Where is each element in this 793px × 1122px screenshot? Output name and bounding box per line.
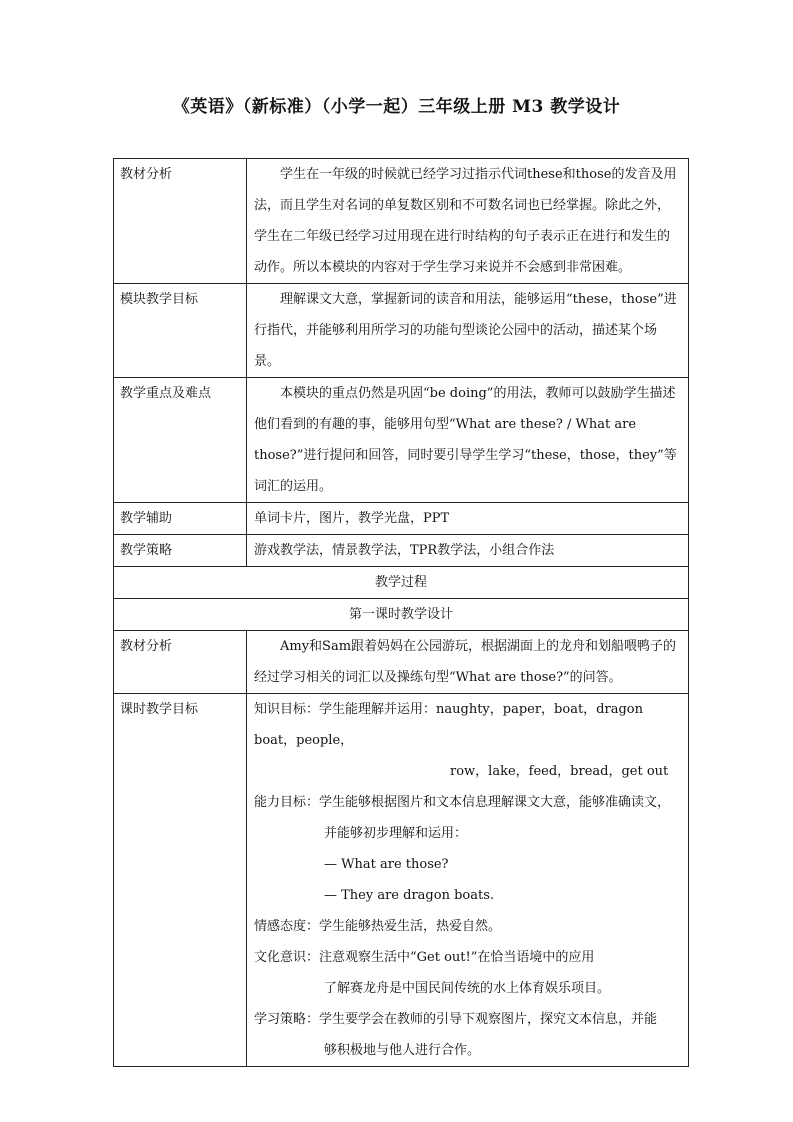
table-row bbox=[114, 631, 689, 694]
row-label: 课时教学目标 bbox=[114, 694, 247, 1067]
knowledge-goal: 知识目标：学生能理解并运用：naughty，paper，boat，dragon boat，people， bbox=[254, 702, 643, 748]
row-label: 教学重点及难点 bbox=[114, 378, 247, 503]
culture-goal: 文化意识：注意观察生活中“Get out!”在恰当语境中的应用 bbox=[254, 950, 595, 965]
row-content: 单词卡片，图片，教学光盘，PPT bbox=[247, 503, 689, 535]
row-content: 本模块的重点仍然是巩固“be doing”的用法，教师可以鼓励学生描述他们看到的有趣的事，能够用句型“What are these? / What are those?”进行提问和回答，同时要引导学生学习“these，those，they”等词汇的运用。 bbox=[247, 378, 689, 503]
row-content: 游戏教学法，情景教学法，TPR教学法，小组合作法 bbox=[247, 535, 689, 567]
learning-strategy-cont: 够积极地与他人进行合作。 bbox=[324, 1043, 481, 1058]
row-label: 教材分析 bbox=[114, 631, 247, 694]
ability-goal: 能力目标：学生能够根据图片和文本信息理解课文大意，能够准确读文， bbox=[254, 795, 671, 810]
row-content: 理解课文大意，掌握新词的读音和用法，能够运用“these，those”进行指代，并能够利用所学习的功能句型谈论公园中的活动，描述某个场景。 bbox=[247, 284, 689, 378]
row-content: Amy和Sam跟着妈妈在公园游玩，根据湖面上的龙舟和划船喂鸭子的经过学习相关的词汇以及操练句型“What are those?”的问答。 bbox=[247, 631, 689, 694]
table-row bbox=[114, 599, 689, 631]
table-row bbox=[114, 159, 689, 284]
section-header: 第一课时教学设计 bbox=[114, 599, 689, 631]
culture-goal-cont: 了解赛龙舟是中国民间传统的水上体育娱乐项目。 bbox=[324, 981, 611, 996]
table-row bbox=[114, 694, 689, 1067]
table-row bbox=[114, 284, 689, 378]
table-row bbox=[114, 378, 689, 503]
row-content: 学生在一年级的时候就已经学习过指示代词these和those的发音及用法，而且学生对名词的单复数区别和不可数名词也已经掌握。除此之外，学生在二年级已经学习过用现在进行时结构的句子表示正在进行和发生的动作。所以本模块的内容对于学生学习来说并不会感到非常困难。 bbox=[247, 159, 689, 284]
table-row bbox=[114, 567, 689, 599]
row-label: 教学策略 bbox=[114, 535, 247, 567]
table-row bbox=[114, 503, 689, 535]
knowledge-goal-cont: row，lake，feed，bread，get out bbox=[450, 764, 669, 779]
section-header: 教学过程 bbox=[114, 567, 689, 599]
ability-goal-cont: 并能够初步理解和运用： bbox=[324, 826, 468, 841]
row-label: 教材分析 bbox=[114, 159, 247, 284]
row-label: 模块教学目标 bbox=[114, 284, 247, 378]
page-title: 《英语》（新标准）（小学一起）三年级上册 M3 教学设计 bbox=[172, 97, 621, 117]
learning-strategy: 学习策略：学生要学会在教师的引导下观察图片，探究文本信息，并能 bbox=[254, 1012, 658, 1027]
lesson-plan-table bbox=[113, 158, 689, 1067]
table-row bbox=[114, 535, 689, 567]
emotion-goal: 情感态度：学生能够热爱生活，热爱自然。 bbox=[254, 919, 502, 934]
row-content bbox=[247, 694, 689, 1067]
ability-question: — What are those? bbox=[324, 857, 449, 872]
row-label: 教学辅助 bbox=[114, 503, 247, 535]
ability-answer: — They are dragon boats. bbox=[324, 888, 495, 903]
